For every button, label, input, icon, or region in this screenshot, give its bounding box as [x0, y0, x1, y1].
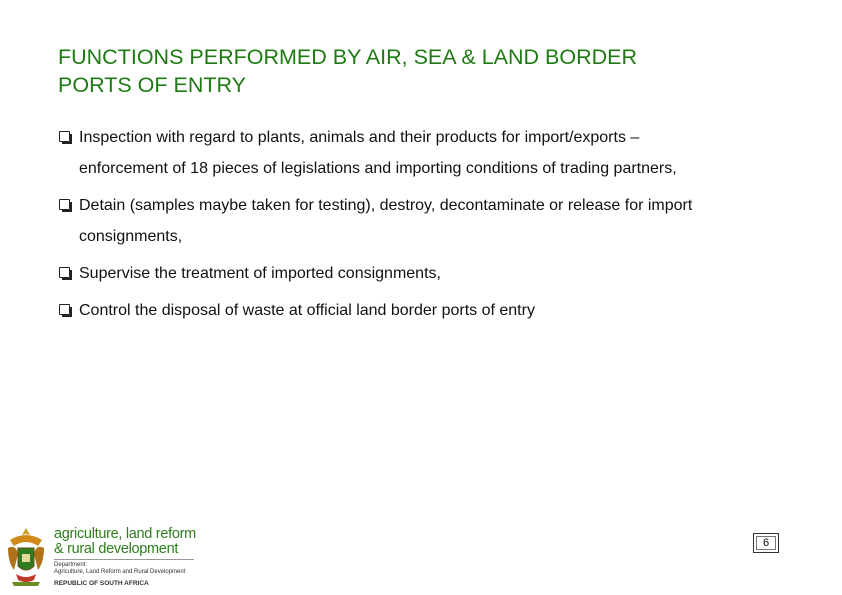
slide-title-line-2: PORTS OF ENTRY — [58, 73, 246, 97]
logo-country: REPUBLIC OF SOUTH AFRICA — [54, 580, 149, 587]
checkbox-bullet-icon — [59, 304, 70, 315]
page-number-text: 6 — [762, 537, 770, 549]
bullet-text-continued: consignments, — [79, 228, 183, 245]
department-logo — [4, 524, 204, 590]
logo-line-2: & rural development — [54, 541, 179, 557]
slide-title — [58, 43, 798, 99]
bullet-text: Inspection with regard to plants, animals and their products for import/exports – — [79, 129, 640, 146]
logo-dept-line-2: Agriculture, Land Reform and Rural Development — [54, 569, 186, 575]
bullet-item — [58, 258, 828, 289]
logo-department — [54, 562, 185, 576]
logo-dept-line-1: Department: — [54, 562, 88, 568]
bullet-item — [58, 190, 828, 252]
bullet-list — [58, 122, 828, 332]
bullet-text: Control the disposal of waste at official land border ports of entry — [79, 302, 535, 319]
coat-of-arms-icon — [4, 526, 48, 588]
bullet-text: Detain (samples maybe taken for testing), destroy, decontaminate or release for import — [79, 197, 693, 214]
bullet-item — [58, 122, 828, 184]
logo-line-1: agriculture, land reform — [54, 526, 196, 542]
logo-divider — [54, 559, 194, 560]
checkbox-bullet-icon — [59, 131, 70, 142]
page-number — [753, 533, 779, 553]
checkbox-bullet-icon — [59, 267, 70, 278]
bullet-text: Supervise the treatment of imported consignments, — [79, 265, 441, 282]
checkbox-bullet-icon — [59, 199, 70, 210]
bullet-text-continued: enforcement of 18 pieces of legislations and importing conditions of trading partners, — [79, 160, 677, 177]
slide-title-line-1: FUNCTIONS PERFORMED BY AIR, SEA & LAND BORDER — [58, 45, 638, 69]
bullet-item — [58, 295, 828, 326]
logo-wordmark — [54, 527, 196, 557]
